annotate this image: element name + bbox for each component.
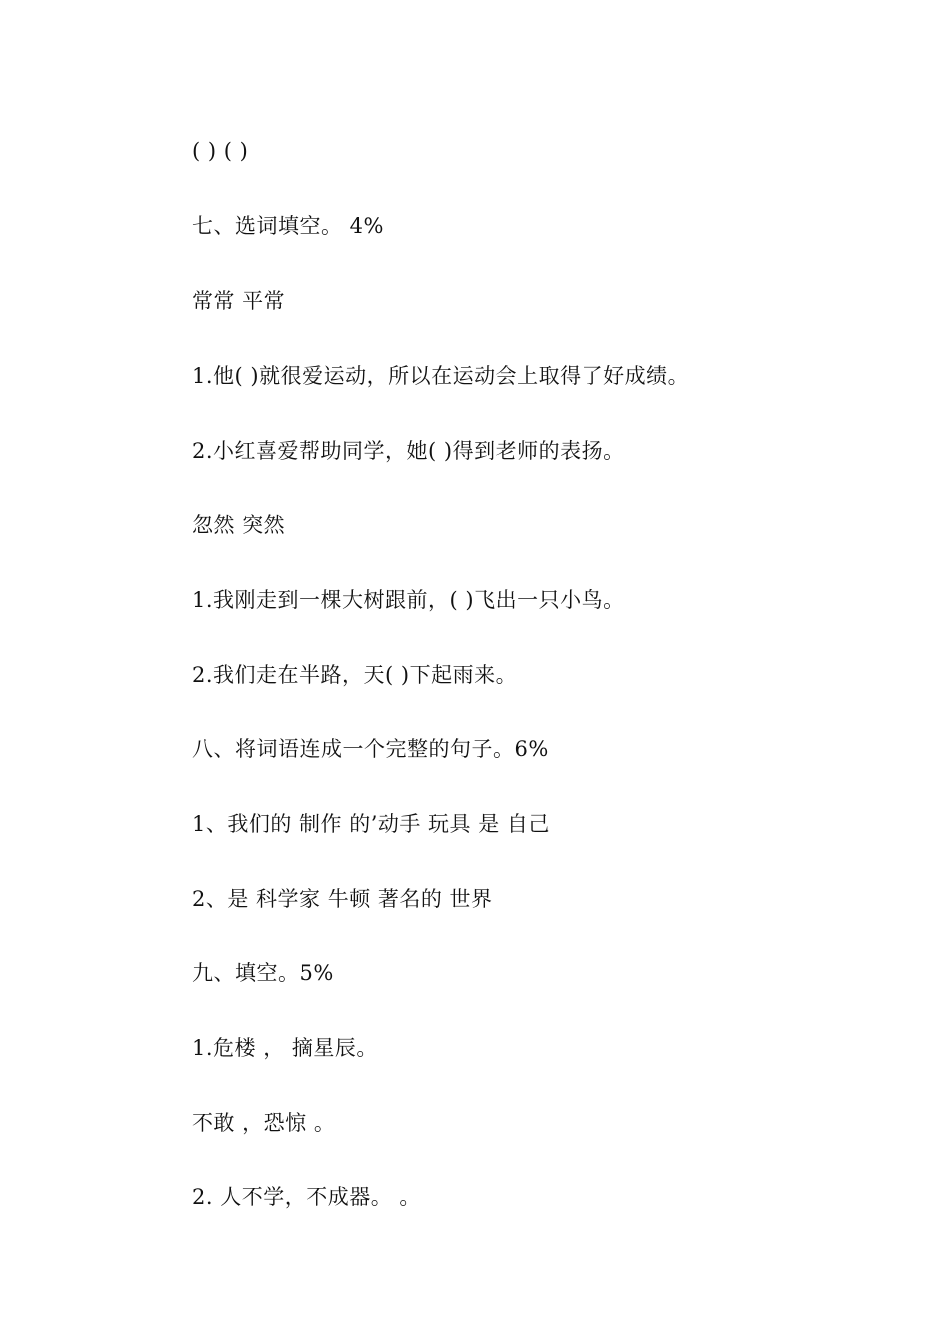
section-heading: 七、选词填空。 4% [192,214,384,238]
text-line: 不敢 ，恐惊 。 [192,1111,336,1135]
text-line: 2.我们走在半路，天( )下起雨来。 [192,663,518,687]
section-heading: 九、填空。5% [192,961,334,985]
word-choices: 忽然 突然 [192,513,286,537]
text-line: 1、我们的 制作 的’动手 玩具 是 自己 [192,812,550,836]
section-heading: 八、将词语连成一个完整的句子。6% [192,737,549,761]
text-line: ( ) ( ) [192,139,249,163]
text-line: 2.小红喜爱帮助同学，她( )得到老师的表扬。 [192,439,625,463]
text-line: 2、是 科学家 牛顿 著名的 世界 [192,887,493,911]
text-line: 2. 人不学，不成器。 。 [192,1185,421,1209]
word-choices: 常常 平常 [192,289,286,313]
text-line: 1.他( )就很爱运动，所以在运动会上取得了好成绩。 [192,364,690,388]
text-line: 1.危楼 ， 摘星辰。 [192,1036,378,1060]
text-line: 1.我刚走到一棵大树跟前，( )飞出一只小鸟。 [192,588,625,612]
